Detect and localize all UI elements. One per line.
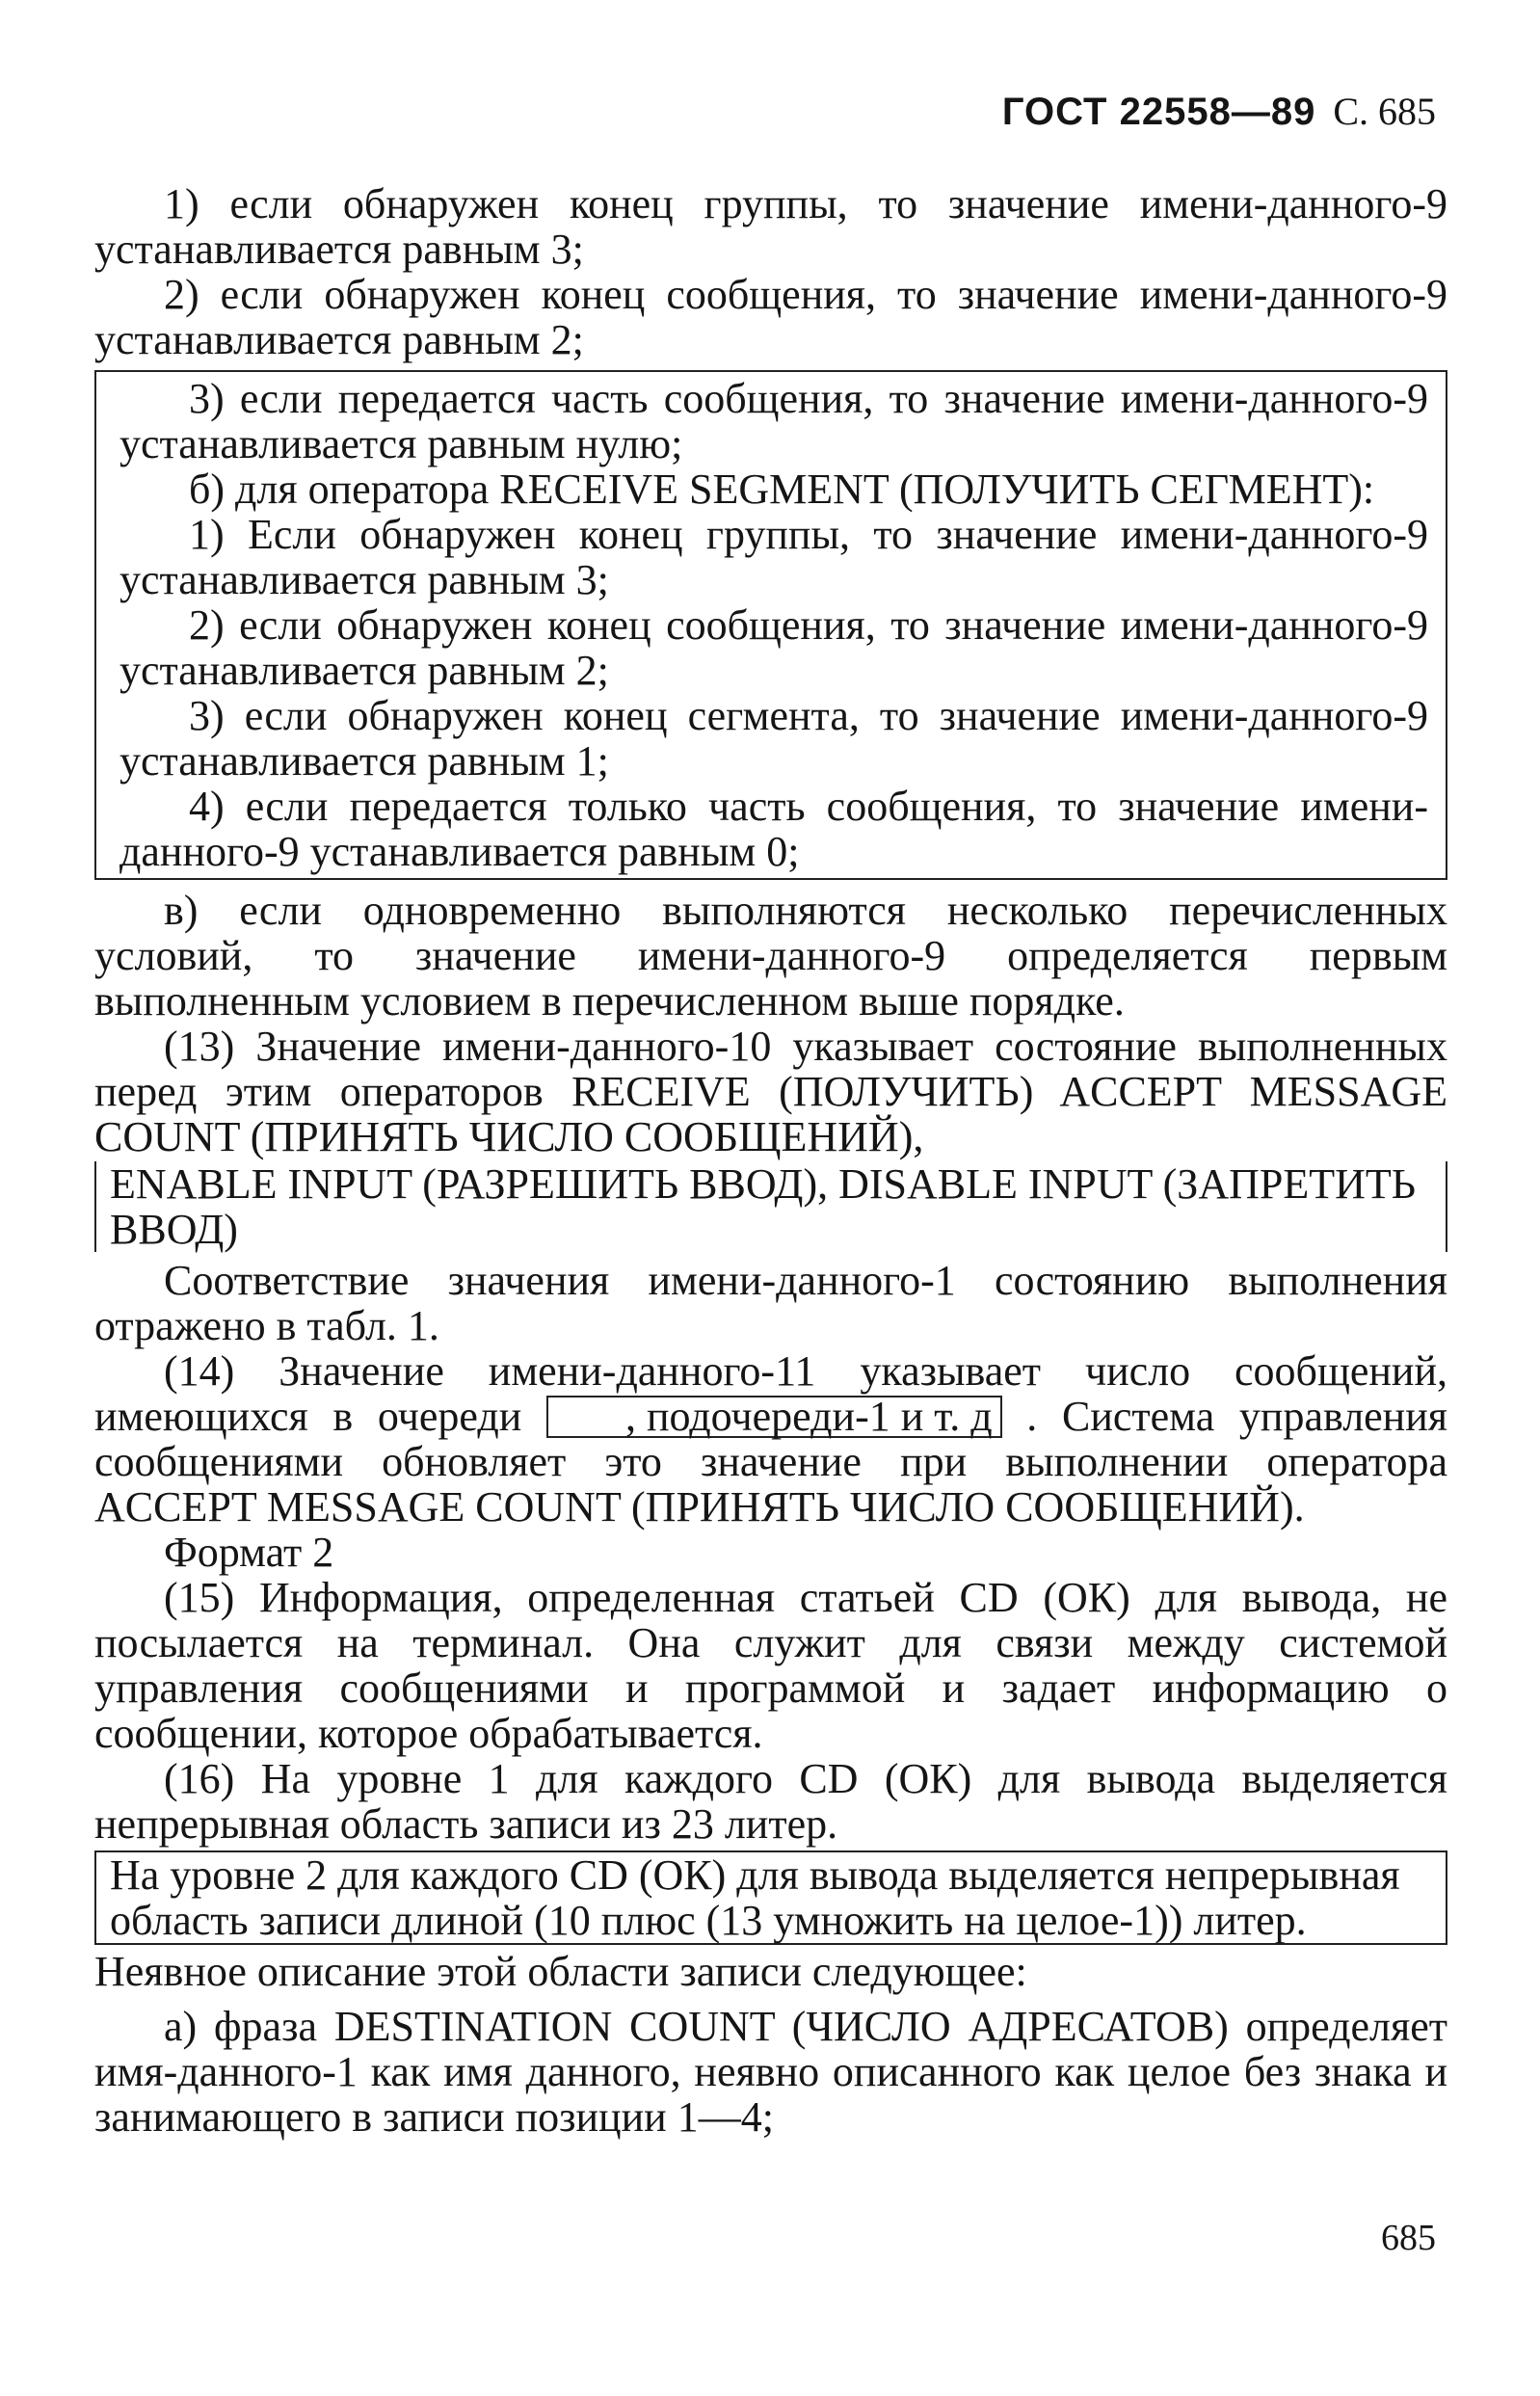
header-page-ref: С. 685 (1333, 90, 1436, 133)
paragraph-1: 1) если обнаружен конец группы, то значение имени-данного-9 устанавливается равным 3; (94, 180, 1447, 273)
box-item-3: 3) если передается часть сообщения, то значение имени-данного-9 устанавливается равным нулю; (119, 375, 1428, 467)
page-body (94, 181, 1447, 2140)
paragraph-15: (15) Информация, определенная статьей CD (ОК) для вывода, не посылается на терминал. Она служит для связи между системой управления сообщениями и программой и задает информацию о сообщении, которое обрабатывается. (94, 1574, 1447, 1757)
box-item-2: 2) если обнаружен конец сообщения, то значение имени-данного-9 устанавливается равным 2; (119, 601, 1428, 694)
box-item-1: 1) Если обнаружен конец группы, то значение имени-данного-9 устанавливается равным 3; (119, 511, 1428, 603)
paragraph-14 (94, 1348, 1447, 1530)
format-2-heading: Формат 2 (164, 1529, 334, 1576)
paragraph-13-boxed (94, 1161, 1447, 1252)
standard-number: ГОСТ 22558—89 (1001, 91, 1316, 133)
running-header (1002, 89, 1436, 134)
box-item-b: б) для оператора RECEIVE SEGMENT (ПОЛУЧИТЬ СЕГМЕНТ): (189, 466, 1375, 513)
box-item-3-segment: 3) если обнаружен конец сегмента, то значение имени-данного-9 устанавливается равным 1; (119, 692, 1428, 785)
paragraph-v: в) если одновременно выполняются несколько перечисленных условий, то значение имени-данного-9 определяется первым выполненным условием в перечисленном выше порядке. (94, 887, 1447, 1025)
paragraph-16-text-b: Неявное описание этой области записи следующее: (94, 1948, 1027, 1995)
paragraph-16-boxed-text: На уровне 2 для каждого CD (ОК) для вывода выделяется непрерывная область записи длиной (10 плюс (13 умножить на целое-1)) литер. (110, 1851, 1400, 1944)
revision-box (94, 370, 1447, 880)
paragraph-2: 2) если обнаружен конец сообщения, то значение имени-данного-9 устанавливается равным 2; (94, 271, 1447, 363)
paragraph-table-ref: Соответствие значения имени-данного-1 состоянию выполнения отражено в табл. 1. (94, 1257, 1447, 1349)
paragraph-16-text-a: (16) На уровне 1 для каждого CD (ОК) для вывода выделяется непрерывная область записи из 23 литер. (94, 1755, 1447, 1848)
paragraph-a: а) фраза DESTINATION COUNT (ЧИСЛО АДРЕСАТОВ) определяет имя-данного-1 как имя данного, неявно описанного как целое без знака и занимающего в записи позиции 1—4; (94, 2003, 1447, 2141)
paragraph-13-boxed-text: ENABLE INPUT (РАЗРЕШИТЬ ВВОД), DISABLE INPUT (ЗАПРЕТИТЬ ВВОД) (110, 1160, 1417, 1253)
box-item-4: 4) если передается только часть сообщения, то значение имени-данного-9 устанавливается равным 0; (119, 783, 1428, 875)
paragraph-16 (94, 1756, 1447, 1847)
paragraph-14-text-a: (14) Значение имени-данного-11 указывает число сообщений, имеющихся в очереди (94, 1347, 1447, 1440)
page-number: 685 (1381, 2218, 1436, 2258)
paragraph-14-boxed: , подочереди-1 и т. д (546, 1396, 1002, 1438)
paragraph-16-boxed (94, 1850, 1447, 1945)
paragraph-14-text-b: . Система управления сообщениями обновляет это значение при выполнении оператора ACCEPT MESSAGE COUNT (ПРИНЯТЬ ЧИСЛО СООБЩЕНИЙ). (94, 1393, 1448, 1531)
paragraph-13: (13) Значение имени-данного-10 указывает состояние выполненных перед этим операторов RECEIVE (ПОЛУЧИТЬ) ACCEPT MESSAGE COUNT (ПРИНЯТЬ ЧИСЛО СООБЩЕНИЙ), (94, 1023, 1447, 1160)
